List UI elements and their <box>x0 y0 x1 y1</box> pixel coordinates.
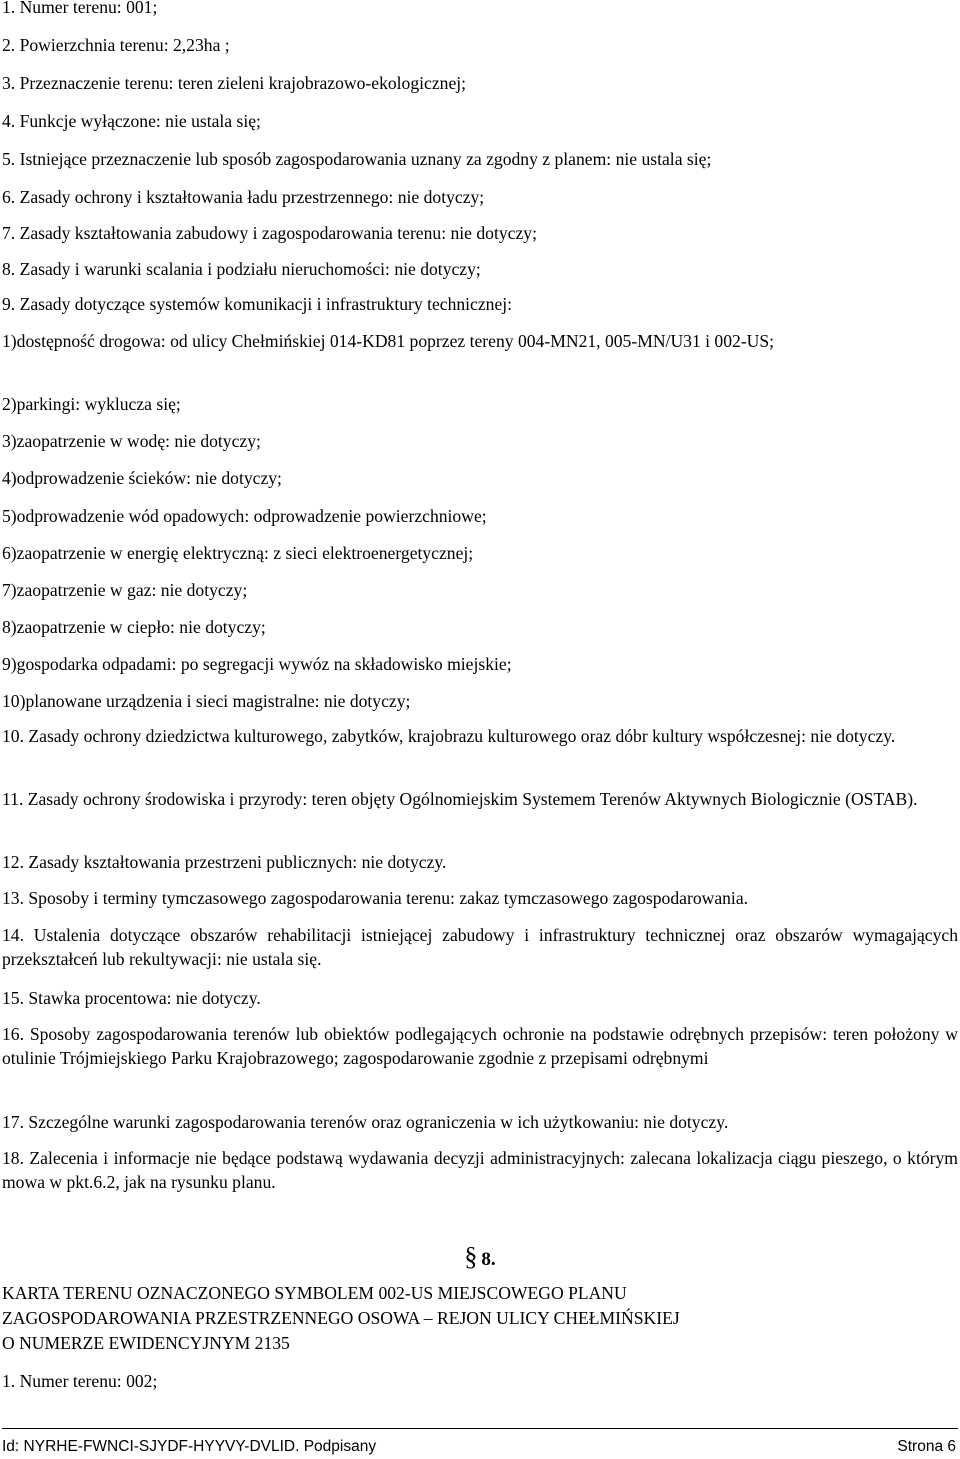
item-15: 15. Stawka procentowa: nie dotyczy. <box>2 988 261 1008</box>
item-18: 18. Zalecenia i informacje nie będące podstawą wydawania decyzji administracyjnych: zalecana lokalizacja ciągu pieszego, o którym mowa w pkt.6.2, jak na rysunku planu. <box>2 1148 958 1192</box>
item-5: 5. Istniejące przeznaczenie lub sposób zagospodarowania uznany za zgodny z planem: nie ustala się; <box>2 149 712 169</box>
footer-page-number: Strona 6 <box>897 1438 956 1455</box>
footer-divider <box>2 1428 958 1429</box>
item-1: 1. Numer terenu: 001; <box>2 0 158 17</box>
item-13: 13. Sposoby i terminy tymczasowego zagospodarowania terenu: zakaz tymczasowego zagospodarowania. <box>2 888 749 908</box>
item-11: 11. Zasady ochrony środowiska i przyrody: teren objęty Ogólnomiejskim Systemem Terenów Aktywnych Biologicznie (OSTAB). <box>2 789 918 809</box>
item-14: 14. Ustalenia dotyczące obszarów rehabilitacji istniejącej zabudowy i infrastruktury technicznej oraz obszarów wymagających przekształceń lub rekultywacji: nie ustala się. <box>2 925 958 969</box>
infra-item-1: 1)dostępność drogowa: od ulicy Chełmińskiej 014-KD81 poprzez tereny 004-MN21, 005-MN/U31 i 002-US; <box>2 331 775 351</box>
infra-item-7: 7)zaopatrzenie w gaz: nie dotyczy; <box>2 580 248 600</box>
card-title-line-1: KARTA TERENU OZNACZONEGO SYMBOLEM 002-US MIEJSCOWEGO PLANU <box>2 1283 627 1303</box>
card-title-line-3: O NUMERZE EWIDENCYJNYM 2135 <box>2 1333 290 1353</box>
item-10: 10. Zasady ochrony dziedzictwa kulturowego, zabytków, krajobrazu kulturowego oraz dóbr kultury współczesnej: nie dotyczy. <box>2 726 896 746</box>
infra-item-6: 6)zaopatrzenie w energię elektryczną: z sieci elektroenergetycznej; <box>2 543 474 563</box>
item-9: 9. Zasady dotyczące systemów komunikacji i infrastruktury technicznej: <box>2 294 513 314</box>
infra-item-9: 9)gospodarka odpadami: po segregacji wywóz na składowisko miejskie; <box>2 654 512 674</box>
item-2: 2. Powierzchnia terenu: 2,23ha ; <box>2 35 230 55</box>
section-heading <box>0 1244 960 1273</box>
infra-item-5: 5)odprowadzenie wód opadowych: odprowadzenie powierzchniowe; <box>2 506 487 526</box>
next-item-1: 1. Numer terenu: 002; <box>2 1371 158 1391</box>
infra-item-10: 10)planowane urządzenia i sieci magistralne: nie dotyczy; <box>2 691 411 711</box>
item-7: 7. Zasady kształtowania zabudowy i zagospodarowania terenu: nie dotyczy; <box>2 223 537 243</box>
card-title-line-2: ZAGOSPODAROWANIA PRZESTRZENNEGO OSOWA – REJON ULICY CHEŁMIŃSKIEJ <box>2 1308 680 1328</box>
footer-document-id: Id: NYRHE-FWNCI-SJYDF-HYYVY-DVLID. Podpisany <box>2 1438 377 1455</box>
section-number: 8. <box>481 1249 496 1270</box>
item-16: 16. Sposoby zagospodarowania terenów lub obiektów podlegających ochronie na podstawie odrębnych przepisów: teren położony w otulinie Trójmiejskiego Parku Krajobrazowego; zagospodarowanie zgodnie z przepisami odrębnymi <box>2 1024 958 1068</box>
section-symbol: § <box>464 1242 478 1271</box>
item-12: 12. Zasady kształtowania przestrzeni publicznych: nie dotyczy. <box>2 852 447 872</box>
infra-item-4: 4)odprowadzenie ścieków: nie dotyczy; <box>2 468 282 488</box>
item-3: 3. Przeznaczenie terenu: teren zieleni krajobrazowo-ekologicznej; <box>2 73 467 93</box>
item-8: 8. Zasady i warunki scalania i podziału nieruchomości: nie dotyczy; <box>2 259 481 279</box>
item-6: 6. Zasady ochrony i kształtowania ładu przestrzennego: nie dotyczy; <box>2 187 485 207</box>
infra-item-8: 8)zaopatrzenie w ciepło: nie dotyczy; <box>2 617 266 637</box>
infra-item-3: 3)zaopatrzenie w wodę: nie dotyczy; <box>2 431 261 451</box>
item-17: 17. Szczególne warunki zagospodarowania terenów oraz ograniczenia w ich użytkowaniu: nie dotyczy. <box>2 1112 729 1132</box>
item-4: 4. Funkcje wyłączone: nie ustala się; <box>2 111 261 131</box>
infra-item-2: 2)parkingi: wyklucza się; <box>2 394 181 414</box>
